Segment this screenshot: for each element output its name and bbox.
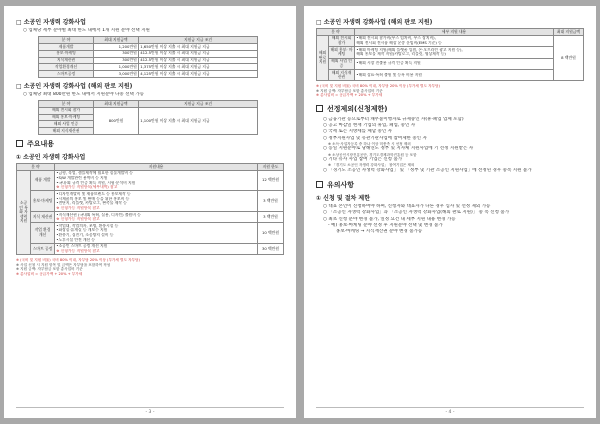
content-cell — [55, 170, 258, 191]
overseas-table — [316, 28, 584, 81]
table-header — [17, 164, 284, 171]
cell: 해외 홍보·마케팅 — [39, 114, 94, 121]
cell: 홍보·마케팅 — [39, 50, 94, 57]
table-row — [17, 170, 284, 191]
list-item: ○ 국세 또는 지방세를 체납 중인 자 — [323, 129, 393, 135]
content-line: •환풍기, 집진기, 소음방지 설비 등 — [56, 233, 114, 238]
list-item: ○ 대표 본인이 신청하여야 하며, 신청자와 대표자가 다른 경우 심사 및 선정 제외 가능 — [323, 204, 491, 210]
limit-cell: 3 백만원 — [258, 191, 284, 212]
list-item: ○ 정부지원사업 및 유관기관사업에 참여제한 중인 자 — [323, 135, 427, 141]
col-header: 세부 지원 내용 — [355, 29, 554, 36]
content-line: •해외 마케팅 지원(해외 플랫폼 입점, 온·오프라인 광고 지원 등), — [356, 47, 463, 52]
limit-cell: 30 백만원 — [258, 243, 284, 254]
table-row — [39, 43, 258, 50]
list-item: ○ 「경기도 소공인 자생력 강화사업」 및 「정부 및 기관 소공인 지원사업」에 선정된 경우 중복 지원 불가 — [323, 168, 532, 174]
cell: 스마트공정 — [39, 71, 94, 78]
table-row — [39, 64, 258, 71]
table-header — [39, 37, 258, 44]
caution-list — [316, 204, 584, 235]
content-cell — [355, 35, 554, 46]
content-line: •해외 시장 진출용 규격 인증 획득 지원 — [356, 61, 421, 66]
cell: 412.5만원 이상 지출 시 최대 지원금 지급 — [139, 57, 258, 64]
list-item: ○ 금융기관 등으로부터 채무불이행자로 규제중인 자(휴·폐업 업체 포함) — [323, 117, 464, 123]
exclusion-heading — [316, 104, 584, 114]
table-row — [317, 58, 584, 69]
limit-cell: 8 백만원 — [554, 35, 584, 81]
content-cell — [55, 223, 258, 244]
content-cell — [355, 47, 554, 58]
exclusion-heading-text: 선정제외(신청제한) — [327, 105, 388, 114]
col-header: 분 야 — [17, 164, 55, 171]
checkbox-glyph-icon — [316, 181, 323, 188]
cell: 1,375만원 이상 지출 시 최대 지원금 지급 — [139, 64, 258, 71]
table-row — [39, 107, 258, 114]
content-cell — [355, 58, 554, 69]
content-line: 해외 홍보물 제작 지원(카탈로그, 리플릿, 영상제작 등) — [356, 52, 446, 57]
group-label: 해외 판로 지원 — [317, 35, 329, 81]
col-header: 분 야 — [317, 29, 355, 36]
table-row — [317, 35, 584, 46]
cell: 3,000만원 — [94, 71, 139, 78]
intro-text-2: ○ 업체당 최대 800만원 한도 내에서 지원분야 다중 선택 가능 — [23, 91, 145, 97]
list-note: ※ 「경기도 소공인 자생력 강화사업」 참여기업은 제외 — [328, 163, 415, 168]
category-cell: 지식 재산권 — [31, 211, 55, 222]
intro-text: ○ 업체당 세부 분야별 최대 한도 내에서 1개 지원 분야 선택 지원 — [23, 28, 150, 33]
footnote: ※ 총사업비 = 공급가액 + 20% + 부가세 — [316, 93, 383, 98]
cell: 해외 사업 인증 — [39, 121, 94, 128]
table-row — [17, 243, 284, 254]
content-line: 해외 전시회 전시품 해상 운송 운임비(EMS 기준) 등 — [356, 40, 442, 45]
table-row — [317, 69, 584, 80]
list-item: - 예) 홍보·마케팅 분야 선정 후 지원분야 선택 및 변경 불가 — [328, 222, 443, 228]
list-item: 홍보·마케팅 → 지식재산권 분야 변경 불가능 — [336, 229, 423, 235]
content-cell — [55, 191, 258, 212]
list-item: ○ 공고 마감일 현재 기업의 휴업, 폐업, 중인 자 — [323, 123, 416, 129]
content-line: ※ 신청가능 지원항목 참고 — [56, 205, 100, 210]
cell: 해외 지식재산권 — [39, 128, 94, 135]
list-item: ○ 「소공인 자생력 강화사업」과 「소공인 자생력 강화사업(해외 판로 지원)」 중 복 신청 불가 — [323, 210, 510, 216]
cell: 해외 전시회 참가 — [39, 107, 94, 114]
list-item: ○ 동일 지원분야로 당해연도 정부 및 지자체 지원사업에 기 선정 지원받은 자 — [323, 146, 474, 152]
cell: 1,650만원 이상 지출 시 최대 지원금 지급 — [139, 43, 258, 50]
sub-heading: ① 소공인 자생력 강화사업 — [16, 154, 86, 161]
group-label: 소공인 특화 자생력 지원 — [17, 170, 31, 254]
content-line: •화장실·휴게실 등 개보수 지원 — [56, 228, 108, 233]
support-table-1 — [38, 36, 258, 78]
content-cell — [55, 243, 258, 254]
caution-subtitle: ① 신청 및 절차 제한 — [316, 195, 371, 203]
list-note: ※ 소상공인시장진흥공단, 경기도경제과학진흥원 등 포함 — [328, 152, 417, 157]
content-line: •작업대, 작업의자, 조명, 환풍시설 등 — [56, 223, 119, 228]
col-header: 지원 한도 — [258, 164, 284, 171]
table-row — [39, 50, 258, 57]
category-cell: 스마트 공정 — [31, 243, 55, 254]
limit-cell: 12 백만원 — [258, 170, 284, 191]
exclusion-list — [316, 117, 584, 174]
category-cell: 해외 홍보· 마케팅 — [329, 47, 355, 58]
content-line: •소공인 스마트 공정 개선 지원 — [56, 244, 108, 249]
cell: 800만원 — [94, 107, 139, 134]
table-header — [39, 101, 258, 108]
cell: 300만원 — [94, 50, 139, 57]
cell: 412.5만원 이상 지출 시 최대 지원금 지급 — [139, 50, 258, 57]
footnote: ※ 지원 금액: 자부담금 포함 총사업비 기준 — [16, 267, 83, 272]
table-row — [17, 191, 284, 212]
content-line: •해외 전시회 참가비(부스 임차비, 부스 장치비), — [356, 36, 436, 41]
list-note: ※ 소득·사업자등록 중 하나 이상 미충족 시 선정 제외 — [328, 141, 411, 146]
footer-divider — [16, 407, 284, 408]
table-header — [317, 29, 584, 36]
content-line: •지식재산권 (국내외 특허, 실용, 디자인) 출원비 등 — [56, 212, 141, 217]
support-table-2 — [38, 100, 258, 135]
cell: 1,100만원 이상 지출 시 최대 지원금 지급 — [139, 107, 258, 134]
cell: 1,200만원 — [94, 43, 139, 50]
content-line: •금형, 목업, 샘플제작에 필요한 실물개발비 등 — [56, 171, 133, 176]
category-cell: 작업 환경 개선 — [31, 223, 55, 244]
page-number: - 3 - — [145, 410, 155, 415]
category-cell: 제품 개발 — [31, 170, 55, 191]
content-line: •국내·외 규격 인증 획득 지원, 시험·분석비 지원 — [56, 180, 136, 185]
main-heading-text: 주요내용 — [27, 140, 55, 148]
col-header: 지원내용 — [55, 164, 258, 171]
list-item: ○ 기타 유사 사업 참여 기업은 신청 불가 — [323, 157, 403, 163]
cell: 4,125만원 이상 지출 시 최대 지원금 지급 — [139, 71, 258, 78]
col-header: 지원금 지급 조건 — [139, 101, 258, 108]
col-header: 최대 지원금액 — [94, 101, 139, 108]
limit-cell: 3 백만원 — [258, 211, 284, 222]
support-table-3 — [16, 163, 284, 255]
col-header: 최대 지원금액 — [94, 37, 139, 44]
section-title: □ 소공인 자생력 강화사업 — [16, 19, 86, 26]
list-item: ○ 최초 신청 분야 변경 불가, 일정 요건 내 세부 지원 내용 변경 가능 — [323, 216, 456, 222]
content-line: •시제품의 홍보 및 판매 등을 위한 홍보비 등 — [56, 196, 130, 201]
category-cell: 홍보·마케팅 — [31, 191, 55, 212]
page-number: - 4 - — [445, 410, 455, 415]
checkbox-glyph-icon — [316, 105, 323, 112]
footnote: ※ 총사업비 = 공급가액 + 20% + 부가세 — [16, 272, 83, 276]
col-header: 분 야 — [39, 37, 94, 44]
footer-divider — [316, 407, 584, 408]
col-header: 분 야 — [39, 101, 94, 108]
content-line: ※ 신청가능 지원항목 참고 — [56, 217, 100, 222]
checkbox-glyph-icon — [16, 140, 23, 147]
cell: 300만원 — [94, 57, 139, 64]
section-title: □ 소공인 자생력 강화사업 (해외 판로 지원) — [316, 19, 433, 26]
main-heading — [16, 139, 284, 149]
content-line: •노후시설 안전 개선 등 — [56, 237, 96, 242]
col-header: 지원금 지급 조건 — [139, 37, 258, 44]
content-line: •전단지, 리플렛, 카탈로그, 판촉물 제작 등 — [56, 201, 127, 206]
table-row — [17, 223, 284, 244]
category-cell: 해외 전시회 참가 — [329, 35, 355, 46]
content-cell — [55, 211, 258, 222]
caution-heading-text: 유의사항 — [327, 181, 355, 190]
col-header: 최대 지원금액 — [554, 29, 584, 36]
footnote: ※ 지원 금액: 자부담금 포함 총사업비 기준 — [316, 88, 383, 93]
table-row — [39, 57, 258, 64]
cell: 지식재산권 — [39, 57, 94, 64]
page-right — [304, 6, 596, 418]
table-row — [39, 71, 258, 78]
content-line: •해외 상표·특허 출원 및 등록 비용 지원 — [356, 72, 422, 77]
caution-heading — [316, 180, 584, 190]
page-left — [4, 6, 296, 418]
table-row — [317, 47, 584, 58]
cell: 1,000만원 — [94, 64, 139, 71]
section-title-2: □ 소공인 자생력 강화사업 (해외 판로 지원) — [16, 82, 133, 90]
limit-cell: 10 백만원 — [258, 223, 284, 244]
table-row — [17, 211, 284, 222]
cell: 제품개발 — [39, 43, 94, 50]
content-line: •S/W 개발관련 용역비 등 지원 — [56, 175, 108, 180]
content-line: ※ 신청가능 지원항목(세부내역) 참고 — [56, 185, 118, 190]
cell: 작업환경개선 — [39, 64, 94, 71]
footnote: ※ (국비 및 지원 비율) 국비 80% 이내, 자부담 20% 이상 (부가세 별도 자부담) — [316, 84, 440, 89]
content-line: •디자인개발비 및 제품브랜드 등 홍보제작 등 — [56, 191, 131, 196]
category-cell: 해외 지식재산권 — [329, 69, 355, 80]
footnote: ※ (국비 및 지원 비율) 국비 80% 이내, 자부담 20% 이상 (부가세 별도 자부담) — [16, 258, 140, 263]
content-cell — [355, 69, 554, 80]
footnote: ※ 사업 신청 시 지원 항목 및 금액은 자부담을 포함하여 작성 — [16, 262, 111, 267]
category-cell: 해외 사업 인증 — [329, 58, 355, 69]
content-line: ※ 신청가능 지원항목 참고 — [56, 249, 100, 254]
